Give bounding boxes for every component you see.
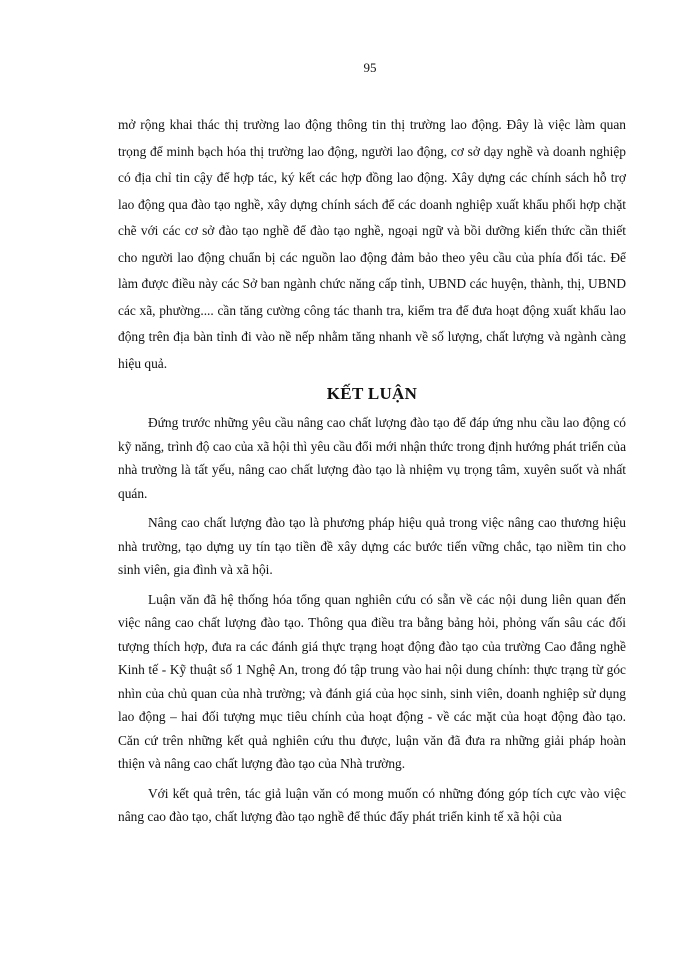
conclusion-paragraph-4: Với kết quả trên, tác giả luận văn có mong muốn có những đóng góp tích cực vào việc nâng cao đào tạo, chất lượng đào tạo nghề để thúc đẩy phát triển kinh tế xã hội của: [118, 785, 626, 824]
conclusion-paragraph-1: Đứng trước những yêu cầu nâng cao chất lượng đào tạo để đáp ứng nhu cầu lao động có kỹ năng, trình độ cao của xã hội thì yêu cầu đổi mới nhận thức trong định hướng phát triển của nhà trường là tất yếu, nâng cao chất lượng đào tạo là nhiệm vụ trọng tâm, xuyên suốt và nhất quán.: [118, 415, 627, 501]
section-heading: KẾT LUẬN: [326, 384, 418, 403]
page-body: [118, 112, 626, 835]
conclusion-paragraph-2: Nâng cao chất lượng đào tạo là phương pháp hiệu quả trong việc nâng cao thương hiệu nhà trường, tạo dựng uy tín tạo tiền đề xây dựng các bước tiến vững chắc, tạo niềm tin cho sinh viên, gia đình và xã hội.: [118, 515, 626, 577]
page-number: 95: [363, 60, 377, 75]
conclusion-section: [118, 377, 626, 829]
intro-paragraph: mở rộng khai thác thị trường lao động thông tin thị trường lao động. Đây là việc làm quan trọng để minh bạch hóa thị trường lao động, người lao động, cơ sở dạy nghề và doanh nghiệp có địa chỉ tin cậy để hợp tác, ký kết các hợp đồng lao động. Xây dựng các chính sách hỗ trợ lao động qua đào tạo nghề, xây dựng chính sách để các doanh nghiệp xuất khẩu phối hợp chặt chẽ với các cơ sở đào tạo nghề để đào tạo nghề, ngoại ngữ và bồi dưỡng kiến thức cần thiết cho người lao động chuẩn bị các nguồn lao động đảm bảo theo yêu cầu của phía đối tác. Để làm được điều này các Sở ban ngành chức năng cấp tỉnh, UBND các huyện, thành, thị, UBND các xã, phường.... cần tăng cường công tác thanh tra, kiểm tra để đưa hoạt động xuất khẩu lao động trên địa bàn tỉnh đi vào nề nếp nhằm tăng nhanh về số lượng, chất lượng và ngành càng hiệu quả.: [118, 117, 626, 371]
conclusion-paragraph-3: Luận văn đã hệ thống hóa tổng quan nghiên cứu có sẵn về các nội dung liên quan đến việc nâng cao chất lượng đào tạo. Thông qua điều tra bằng bảng hỏi, phỏng vấn sâu các đối tượng thích hợp, đưa ra các đánh giá thực trạng hoạt động đào tạo của trường Cao đẳng nghề Kinh tế - Kỹ thuật số 1 Nghệ An, trong đó tập trung vào hai nội dung chính: thực trạng từ góc nhìn của chủ quan của nhà trường; và đánh giá của học sinh, sinh viên, doanh nghiệp sử dụng lao động – hai đối tượng mục tiêu chính của hoạt động - về các mặt của hoạt động đào tạo. Căn cứ trên những kết quả nghiên cứu thu được, luận văn đã đưa ra những giải pháp hoàn thiện và nâng cao chất lượng đào tạo của Nhà trường.: [118, 591, 626, 771]
